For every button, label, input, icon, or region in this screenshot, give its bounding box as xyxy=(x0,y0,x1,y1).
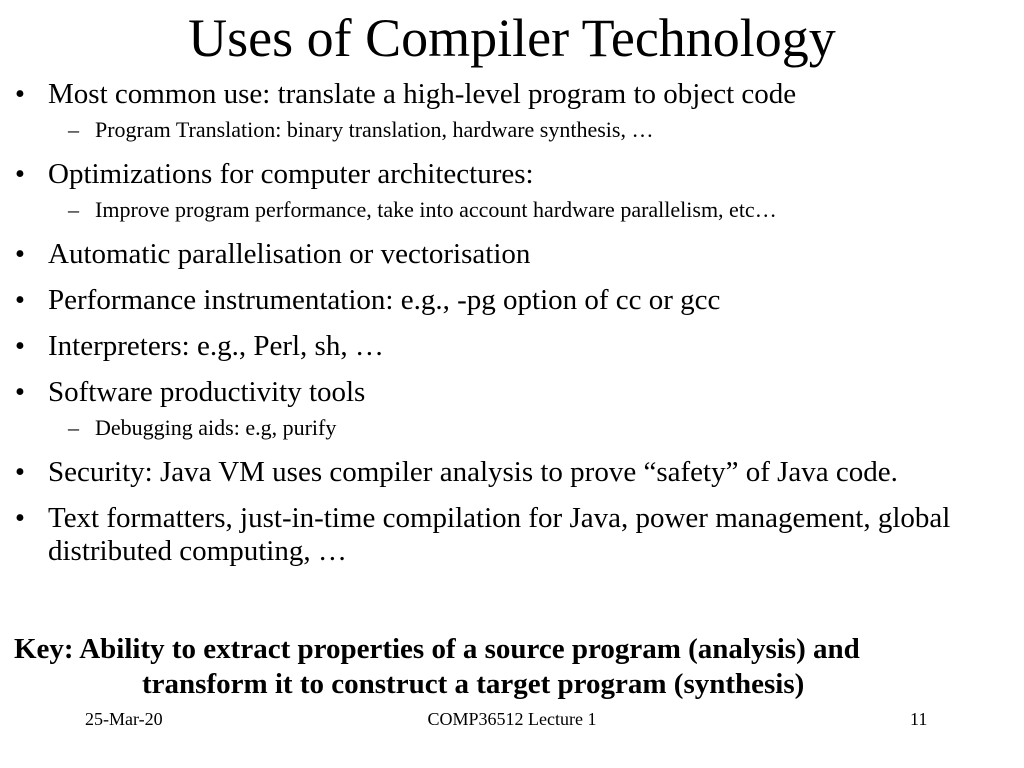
sub-bullet-text: Program Translation: binary translation, hardware synthesis, … xyxy=(95,117,654,142)
key-line-1: Key: Ability to extract properties of a source program (analysis) and xyxy=(14,633,860,665)
sub-bullet-item xyxy=(10,197,1010,223)
bullet-text: Automatic parallelisation or vectorisation xyxy=(48,238,531,270)
bullet-item xyxy=(10,456,1010,489)
footer-page-number: 11 xyxy=(910,709,928,729)
sub-bullet-item xyxy=(10,117,1010,143)
footer-date: 25-Mar-20 xyxy=(85,709,163,729)
bullet-item xyxy=(10,78,1010,111)
bullet-icon: • xyxy=(14,78,26,110)
bullet-text: Security: Java VM uses compiler analysis to prove “safety” of Java code. xyxy=(48,456,898,488)
bullet-text: Optimizations for computer architectures: xyxy=(48,158,534,190)
bullet-icon: • xyxy=(14,238,26,270)
key-line-2: transform it to construct a target program (synthesis) xyxy=(142,668,805,700)
footer-course: COMP36512 Lecture 1 xyxy=(427,709,597,729)
bullet-icon: • xyxy=(14,330,26,362)
bullet-item xyxy=(10,158,1010,191)
bullet-text: Interpreters: e.g., Perl, sh, … xyxy=(48,330,384,362)
bullet-list xyxy=(10,78,1010,581)
key-statement xyxy=(14,632,1014,702)
sub-bullet-text: Debugging aids: e.g, purify xyxy=(95,415,337,440)
bullet-text: Text formatters, just-in-time compilation for Java, power management, global distributed computing, … xyxy=(48,502,951,567)
dash-icon: – xyxy=(68,415,79,440)
bullet-text: Software productivity tools xyxy=(48,376,366,408)
dash-icon: – xyxy=(68,197,79,222)
bullet-text: Performance instrumentation: e.g., -pg option of cc or gcc xyxy=(48,284,721,316)
bullet-icon: • xyxy=(14,376,26,408)
dash-icon: – xyxy=(68,117,79,142)
bullet-icon: • xyxy=(14,284,26,316)
bullet-item xyxy=(10,284,1010,317)
bullet-icon: • xyxy=(14,158,26,190)
sub-bullet-text: Improve program performance, take into account hardware parallelism, etc… xyxy=(95,197,777,222)
bullet-item xyxy=(10,376,1010,409)
bullet-text: Most common use: translate a high-level program to object code xyxy=(48,78,797,110)
bullet-item xyxy=(10,502,1010,568)
bullet-icon: • xyxy=(14,502,26,534)
bullet-icon: • xyxy=(14,456,26,488)
bullet-item xyxy=(10,330,1010,363)
sub-bullet-item xyxy=(10,415,1010,441)
bullet-item xyxy=(10,238,1010,271)
slide-title: Uses of Compiler Technology xyxy=(188,8,836,68)
